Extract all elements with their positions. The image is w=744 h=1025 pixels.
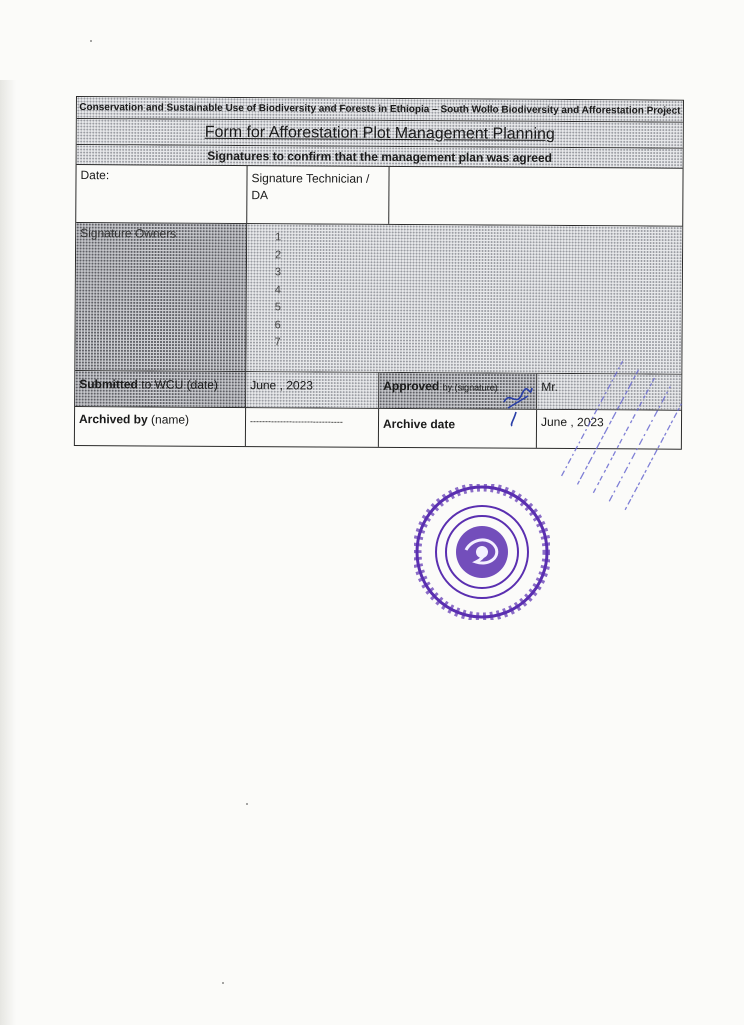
technician-label-line2: DA bbox=[251, 188, 269, 203]
technician-label-line1: Signature Technician / bbox=[251, 171, 370, 186]
scan-speck bbox=[90, 40, 92, 42]
form-title: Form for Afforestation Plot Management Planning bbox=[204, 123, 555, 143]
owner-signature-line-2[interactable]: 2 bbox=[274, 248, 282, 261]
owner-signature-line-4[interactable]: 4 bbox=[274, 283, 281, 296]
date-row bbox=[76, 165, 682, 227]
scan-speck bbox=[222, 982, 224, 984]
submitted-label-cell bbox=[75, 371, 246, 407]
project-title: Conservation and Sustainable Use of Biodiversity and Forests in Ethiopia – South Wollo Biodiversity and Afforestation Project bbox=[79, 102, 681, 117]
approved-label-suffix: by (signature) bbox=[442, 382, 498, 393]
archived-by-label-cell bbox=[75, 407, 246, 446]
archive-date-value: June , 2023 bbox=[540, 414, 604, 430]
archived-by-value-cell[interactable] bbox=[246, 408, 379, 447]
scan-edge-shadow bbox=[0, 80, 16, 1025]
owners-number-list bbox=[250, 227, 678, 354]
archived-by-label: Archived by bbox=[78, 412, 148, 427]
archive-date-label: Archive date bbox=[382, 416, 456, 432]
submitted-label: Submitted bbox=[79, 377, 138, 392]
scan-speck bbox=[246, 803, 248, 805]
owners-label: Signature Owners bbox=[80, 226, 177, 241]
date-label: Date: bbox=[80, 168, 110, 183]
submitted-date-value: June , 2023 bbox=[250, 378, 313, 393]
date-cell[interactable] bbox=[76, 165, 247, 223]
owner-signature-line-5[interactable]: 5 bbox=[274, 301, 281, 314]
round-official-seal bbox=[414, 484, 550, 620]
owner-signature-line-1[interactable]: 1 bbox=[275, 231, 282, 244]
approval-signature bbox=[498, 382, 538, 428]
owner-signature-line-3[interactable]: 3 bbox=[274, 266, 282, 279]
owners-label-cell bbox=[75, 223, 247, 371]
submitted-label-suffix: to WCU (date) bbox=[141, 377, 218, 392]
technician-label-cell bbox=[247, 166, 389, 224]
submitted-date-cell[interactable] bbox=[246, 372, 379, 408]
approved-label-text: Approved bbox=[383, 378, 440, 394]
form-title-row bbox=[77, 119, 683, 149]
archived-by-suffix: (name) bbox=[151, 412, 190, 427]
section-title: Signatures to confirm that the management plan was agreed bbox=[207, 148, 553, 165]
rectangular-official-stamp bbox=[538, 340, 708, 530]
approved-value: Mr. bbox=[541, 379, 558, 394]
technician-signature-cell[interactable] bbox=[389, 167, 682, 226]
owner-signature-line-6[interactable]: 6 bbox=[274, 318, 281, 331]
owner-signature-line-7[interactable]: 7 bbox=[274, 336, 281, 349]
archived-by-value: ------------------------------- bbox=[249, 416, 343, 427]
